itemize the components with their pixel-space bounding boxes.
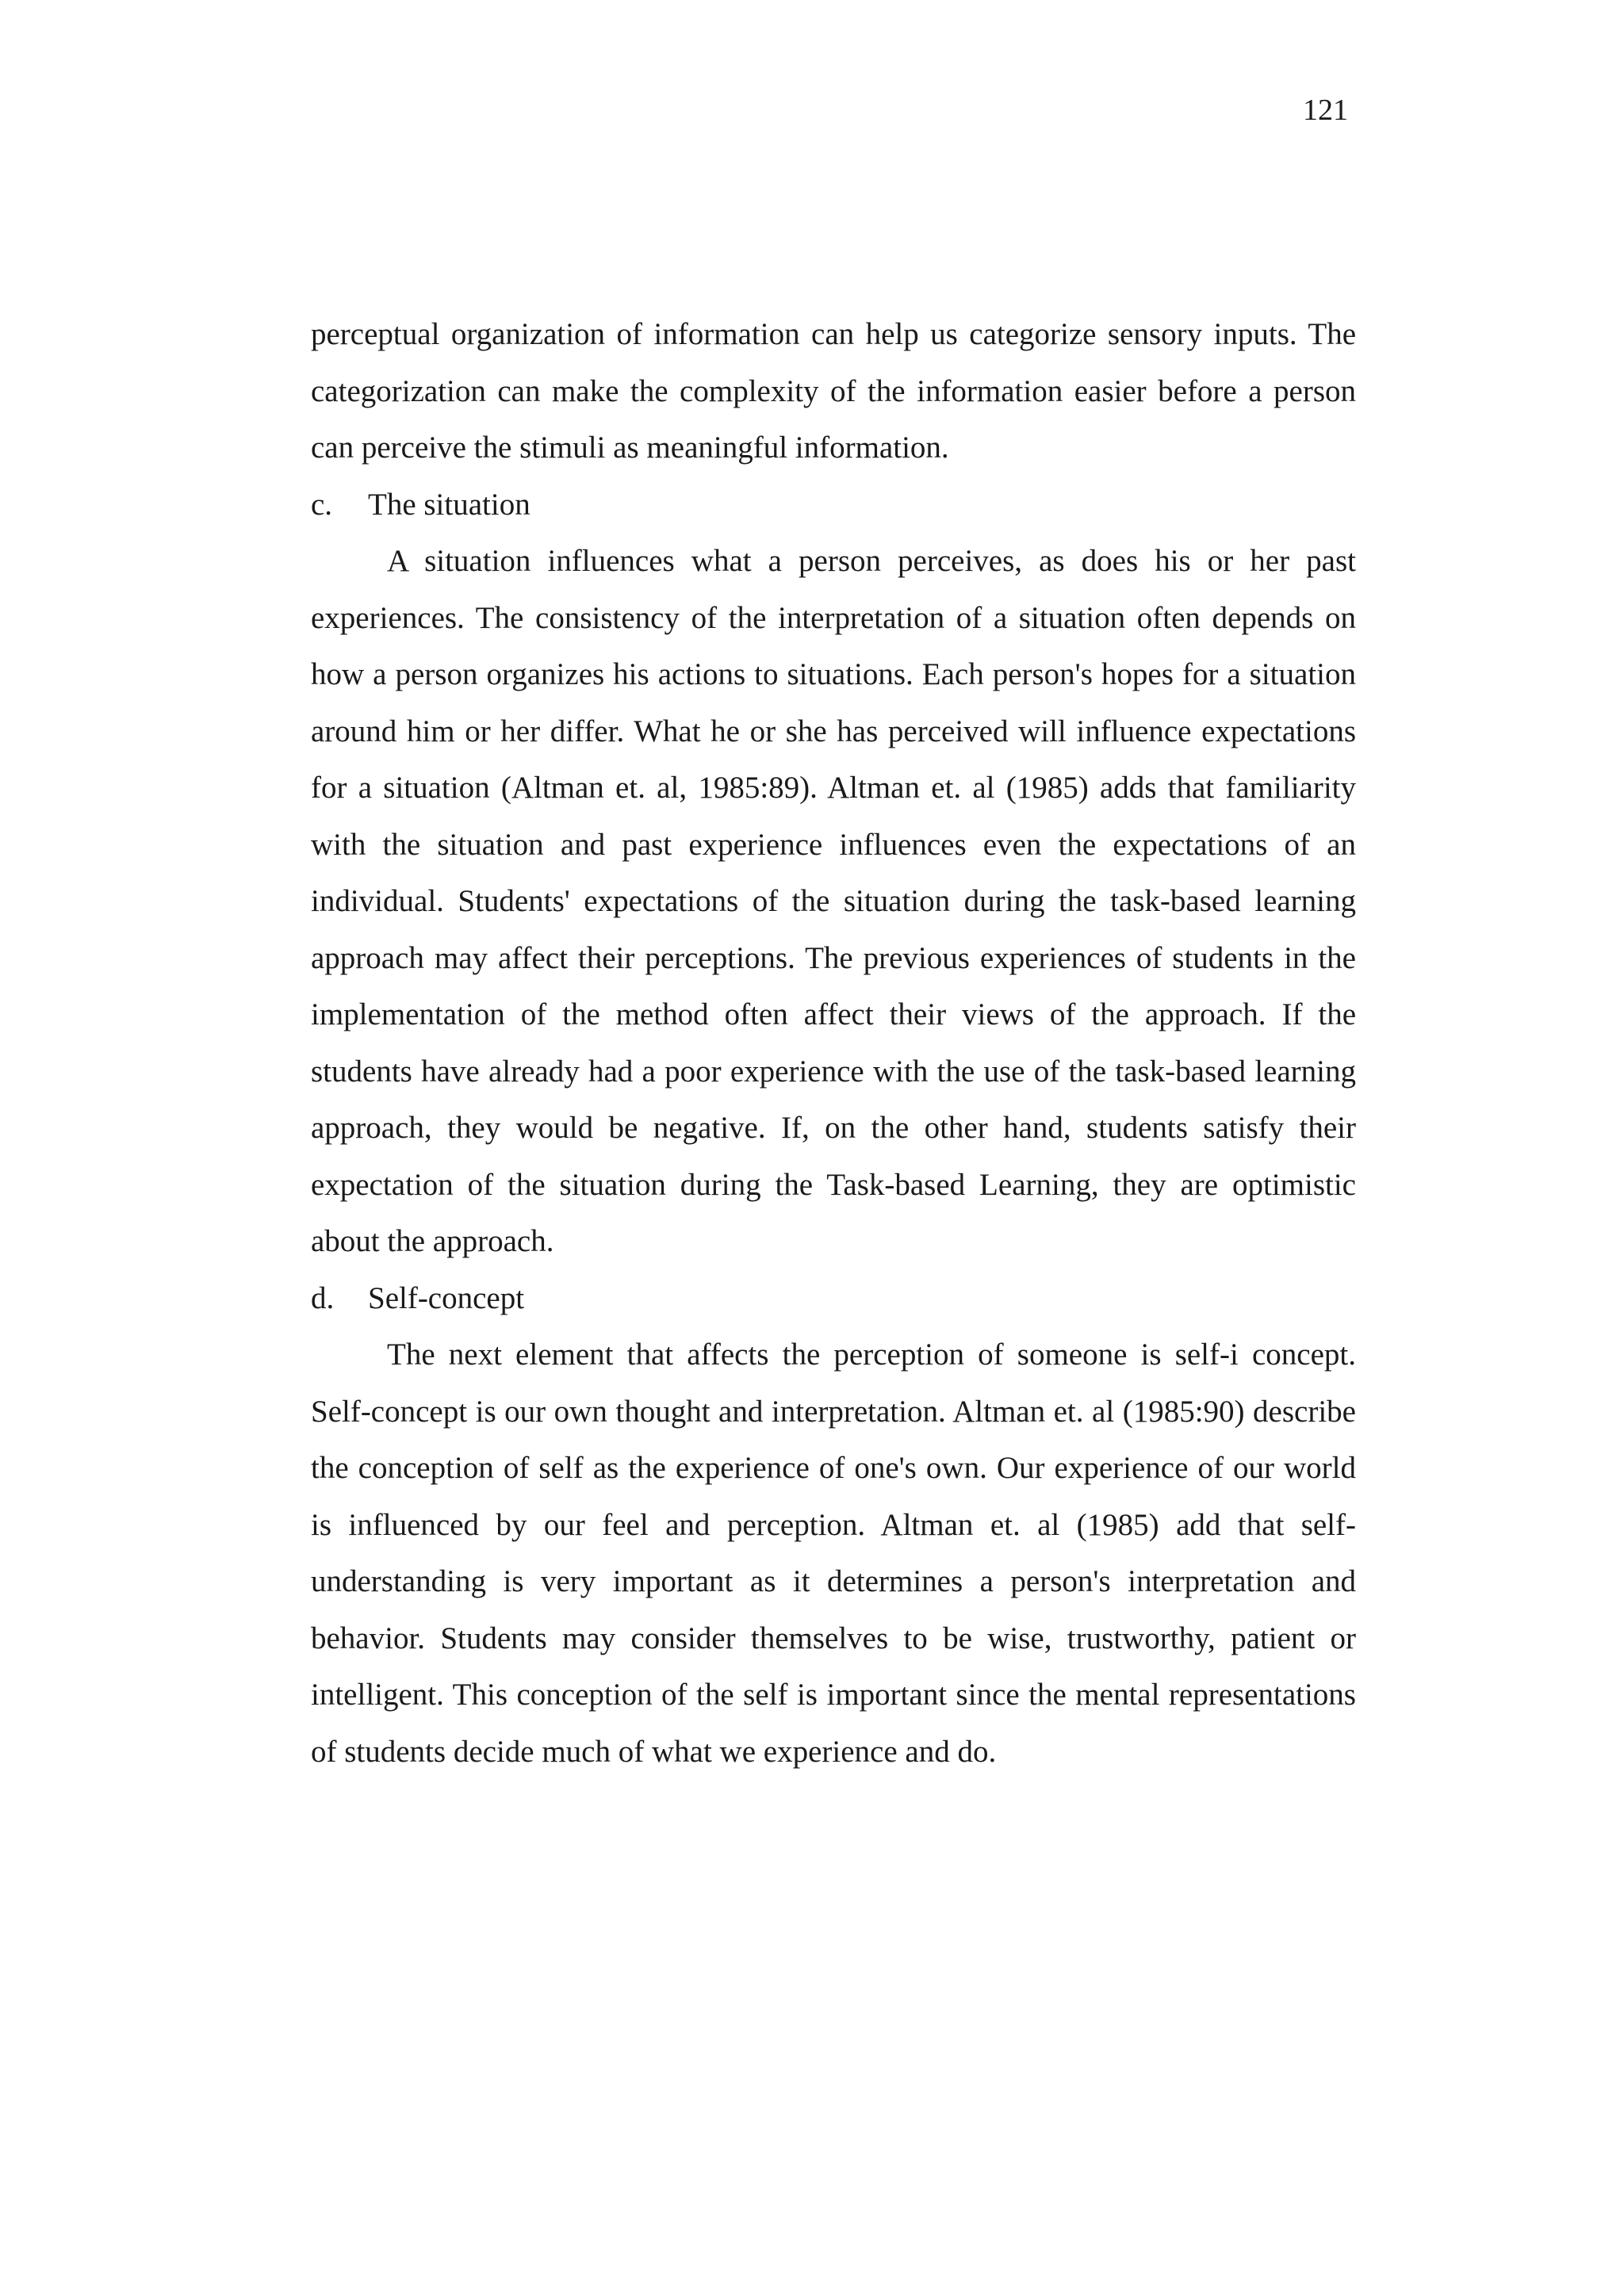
paragraph-situation: A situation influences what a person perceives, as does his or her past experiences. The consistency of the interpretation of a situation often depends on how a person organizes his actions to situations. Each person's hopes for a situation around him or her differ. What he or she has perceived will influence expectations for a situation (Altman et. al, 1985:89). Altman et. al (1985) adds that familiarity with the situation and past experience influences even the expectations of an individual. Students' expectations of the situation during the task-based learning approach may affect their perceptions. The previous experiences of students in the implementation of the method often affect their views of the approach. If the students have already had a poor experience with the use of the task-based learning approach, they would be negative. If, on the other hand, students satisfy their expectation of the situation during the Task-based Learning, they are optimistic about the approach. bbox=[311, 544, 1356, 1258]
body-text bbox=[311, 306, 1356, 1780]
section-marker-c: c. bbox=[311, 487, 333, 522]
page-number: 121 bbox=[1303, 94, 1348, 127]
paragraph-intro: perceptual organization of information can help us categorize sensory inputs. The categorization can make the complexity of the information easier before a person can perceive the stimuli as meaningful information. bbox=[311, 317, 1356, 465]
section-title-self-concept: Self-concept bbox=[368, 1280, 525, 1315]
paragraph-self-concept: The next element that affects the perception of someone is self-i concept. Self-concept is our own thought and interpretation. Altman et. al (1985:90) describe the conception of self as the experience of one's own. Our experience of our world is influenced by our feel and perception. Altman et. al (1985) add that self-understanding is very important as it determines a person's interpretation and behavior. Students may consider themselves to be wise, trustworthy, patient or intelligent. This conception of the self is important since the mental representations of students decide much of what we experience and do. bbox=[311, 1337, 1356, 1769]
section-heading-self-concept bbox=[311, 1270, 1356, 1327]
section-marker-d: d. bbox=[311, 1280, 335, 1315]
section-title-situation: The situation bbox=[368, 487, 530, 522]
section-heading-situation bbox=[311, 476, 1356, 534]
